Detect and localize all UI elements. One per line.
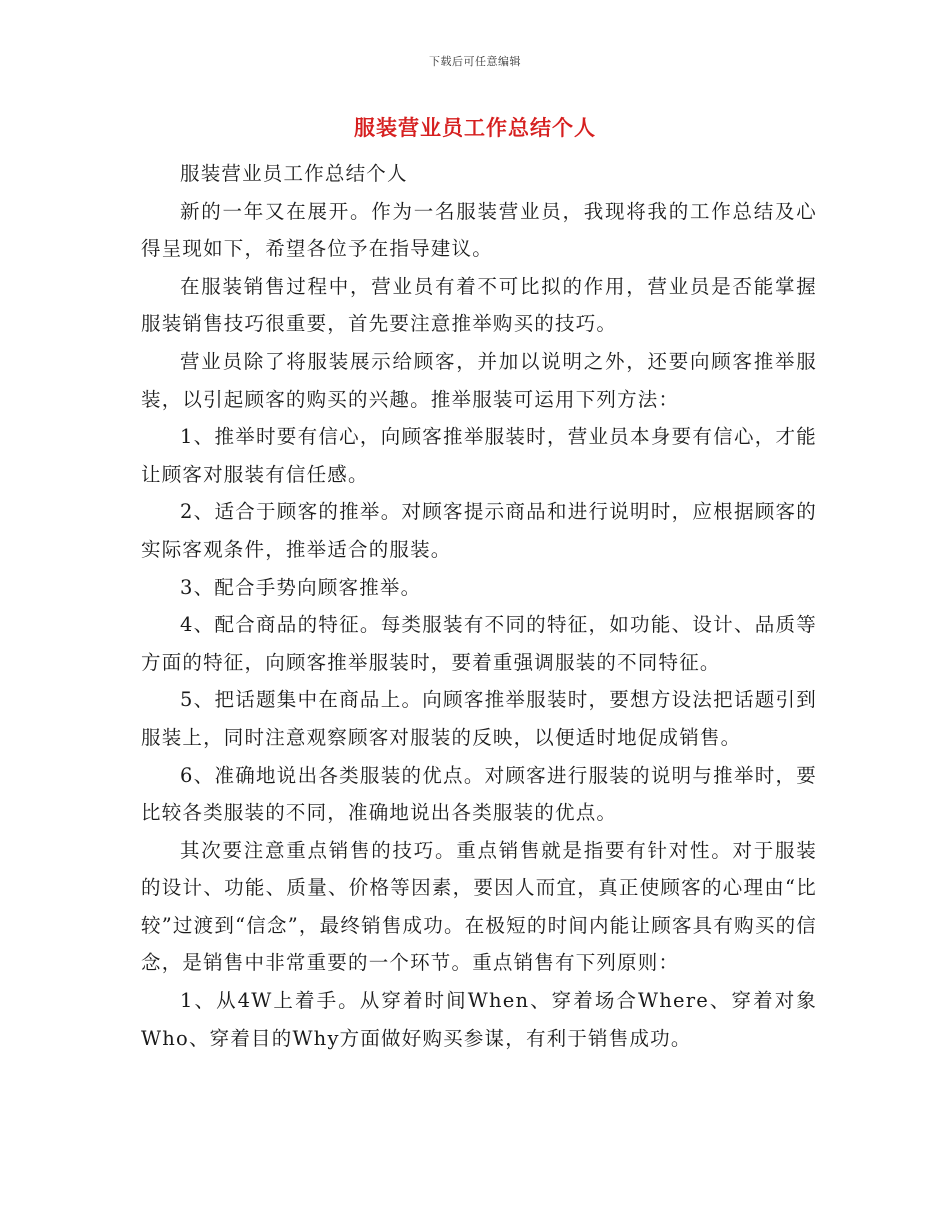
paragraph-subtitle: 服装营业员工作总结个人 — [180, 162, 408, 185]
paragraph: 其次要注意重点销售的技巧。重点销售就是指要有针对性。对于服装的设计、功能、质量、价格等因素，要因人而宜，真正使顾客的心理由“比较”过渡到“信念”，最终销售成功。在极短的时间内能让顾客具有购买的信念，是销售中非常重要的一个环节。重点销售有下列原则： — [141, 838, 817, 975]
list-item: 1、推举时要有信心，向顾客推举服装时，营业员本身要有信心，才能让顾客对服装有信任感。 — [141, 425, 817, 486]
list-item: 4、配合商品的特征。每类服装有不同的特征，如功能、设计、品质等方面的特征，向顾客推举服装时，要着重强调服装的不同特征。 — [141, 613, 817, 674]
list-item: 1、从4W上着手。从穿着时间When、穿着场合Where、穿着对象Who、穿着目的Why方面做好购买参谋，有利于销售成功。 — [141, 989, 817, 1050]
list-item: 6、准确地说出各类服装的优点。对顾客进行服装的说明与推举时，要比较各类服装的不同，准确地说出各类服装的优点。 — [141, 763, 817, 825]
document-body — [141, 155, 817, 1057]
paragraph: 在服装销售过程中，营业员有着不可比拟的作用，营业员是否能掌握服装销售技巧很重要，首先要注意推举购买的技巧。 — [141, 274, 817, 336]
document-title: 服装营业员工作总结个人 — [354, 115, 596, 140]
list-item: 5、把话题集中在商品上。向顾客推举服装时，要想方设法把话题引到服装上，同时注意观察顾客对服装的反映，以便适时地促成销售。 — [141, 688, 817, 749]
header-note: 下载后可任意编辑 — [429, 55, 521, 68]
list-item: 2、适合于顾客的推举。对顾客提示商品和进行说明时，应根据顾客的实际客观条件，推举适合的服装。 — [141, 500, 817, 561]
list-item: 3、配合手势向顾客推举。 — [180, 575, 422, 599]
paragraph-intro: 新的一年又在展开。作为一名服装营业员，我现将我的工作总结及心得呈现如下，希望各位予在指导建议。 — [141, 199, 817, 261]
paragraph: 营业员除了将服装展示给顾客，并加以说明之外，还要向顾客推举服装，以引起顾客的购买的兴趣。推举服装可运用下列方法： — [141, 349, 817, 411]
